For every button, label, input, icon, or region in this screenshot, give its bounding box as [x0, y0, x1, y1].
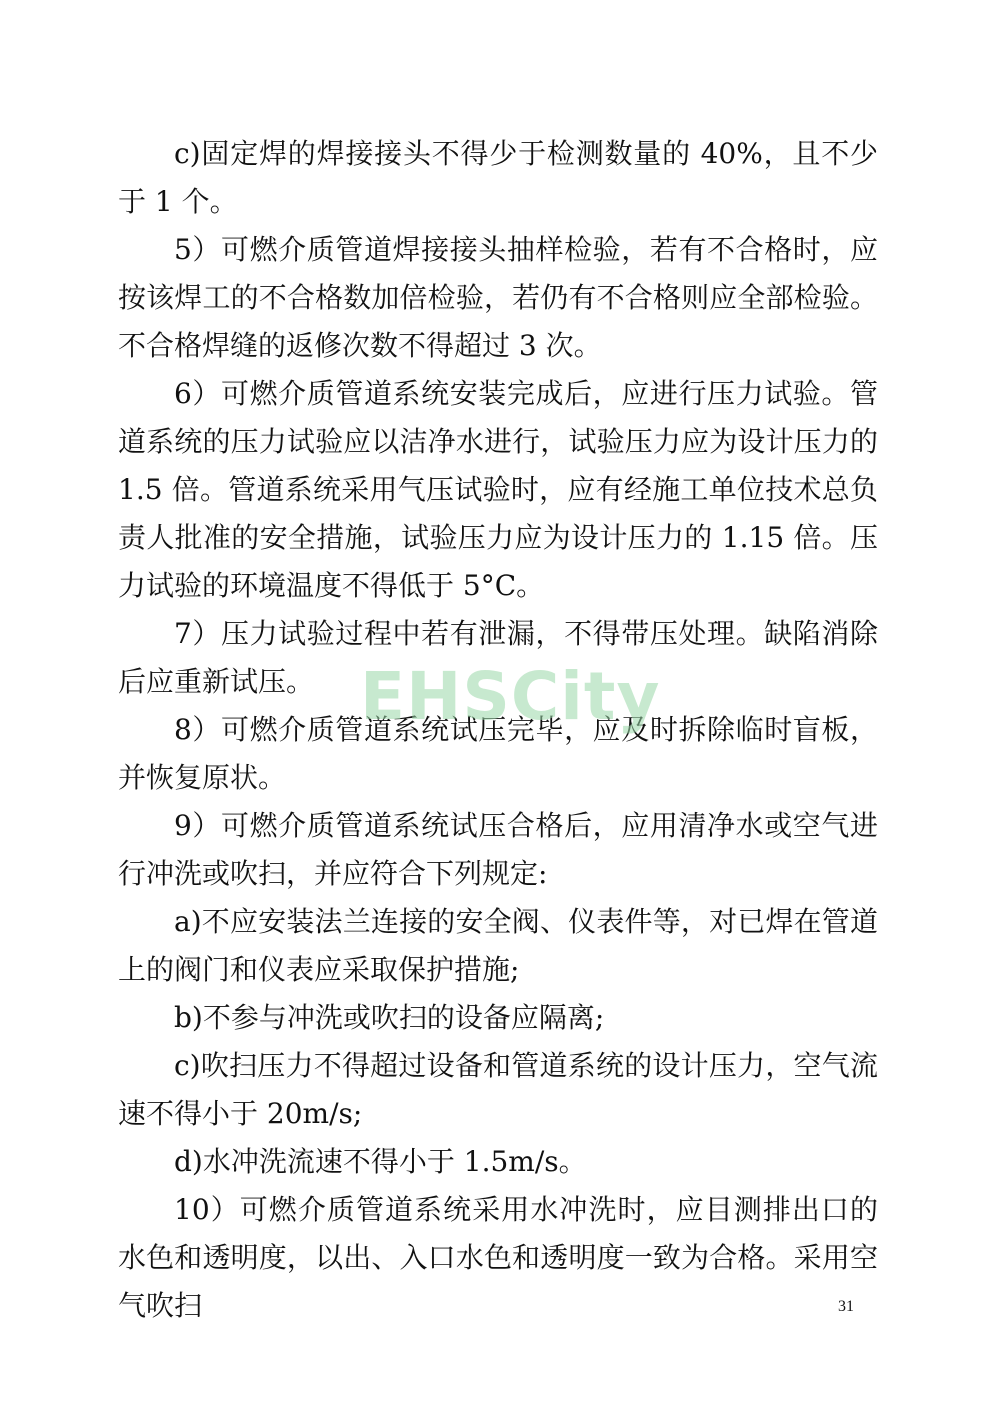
- page-number: 31: [838, 1298, 854, 1315]
- paragraph-c-purge: c)吹扫压力不得超过设备和管道系统的设计压力，空气流速不得小于 20m/s;: [118, 1049, 878, 1130]
- watermark-logo: EHSCity: [360, 658, 661, 735]
- paragraph-c-fixed-weld: c)固定焊的焊接接头不得少于检测数量的 40%，且不少于 1 个。: [118, 137, 878, 218]
- paragraph-8: 8）可燃介质管道系统试压完毕，应及时拆除临时盲板，并恢复原状。: [118, 713, 878, 794]
- paragraph-10: 10）可燃介质管道系统采用水冲洗时，应目测排出口的水色和透明度，以出、入口水色和透明度一致为合格。采用空气吹扫: [118, 1193, 878, 1322]
- paragraph-a: a)不应安装法兰连接的安全阀、仪表件等，对已焊在管道上的阀门和仪表应采取保护措施;: [118, 905, 878, 986]
- paragraph-6: 6）可燃介质管道系统安装完成后，应进行压力试验。管道系统的压力试验应以洁净水进行，试验压力应为设计压力的 1.5 倍。管道系统采用气压试验时，应有经施工单位技术总负责人批准的安全措施，试验压力应为设计压力的 1.15 倍。压力试验的环境温度不得低于 5°C。: [118, 377, 878, 602]
- paragraph-5: 5）可燃介质管道焊接接头抽样检验，若有不合格时，应按该焊工的不合格数加倍检验，若仍有不合格则应全部检验。不合格焊缝的返修次数不得超过 3 次。: [118, 233, 878, 362]
- paragraph-d: d)水冲洗流速不得小于 1.5m/s。: [174, 1145, 587, 1178]
- paragraph-7: 7）压力试验过程中若有泄漏，不得带压处理。缺陷消除后应重新试压。: [118, 617, 878, 698]
- paragraph-9: 9）可燃介质管道系统试压合格后，应用清净水或空气进行冲洗或吹扫，并应符合下列规定:: [118, 809, 878, 890]
- paragraph-b: b)不参与冲洗或吹扫的设备应隔离;: [174, 1001, 605, 1034]
